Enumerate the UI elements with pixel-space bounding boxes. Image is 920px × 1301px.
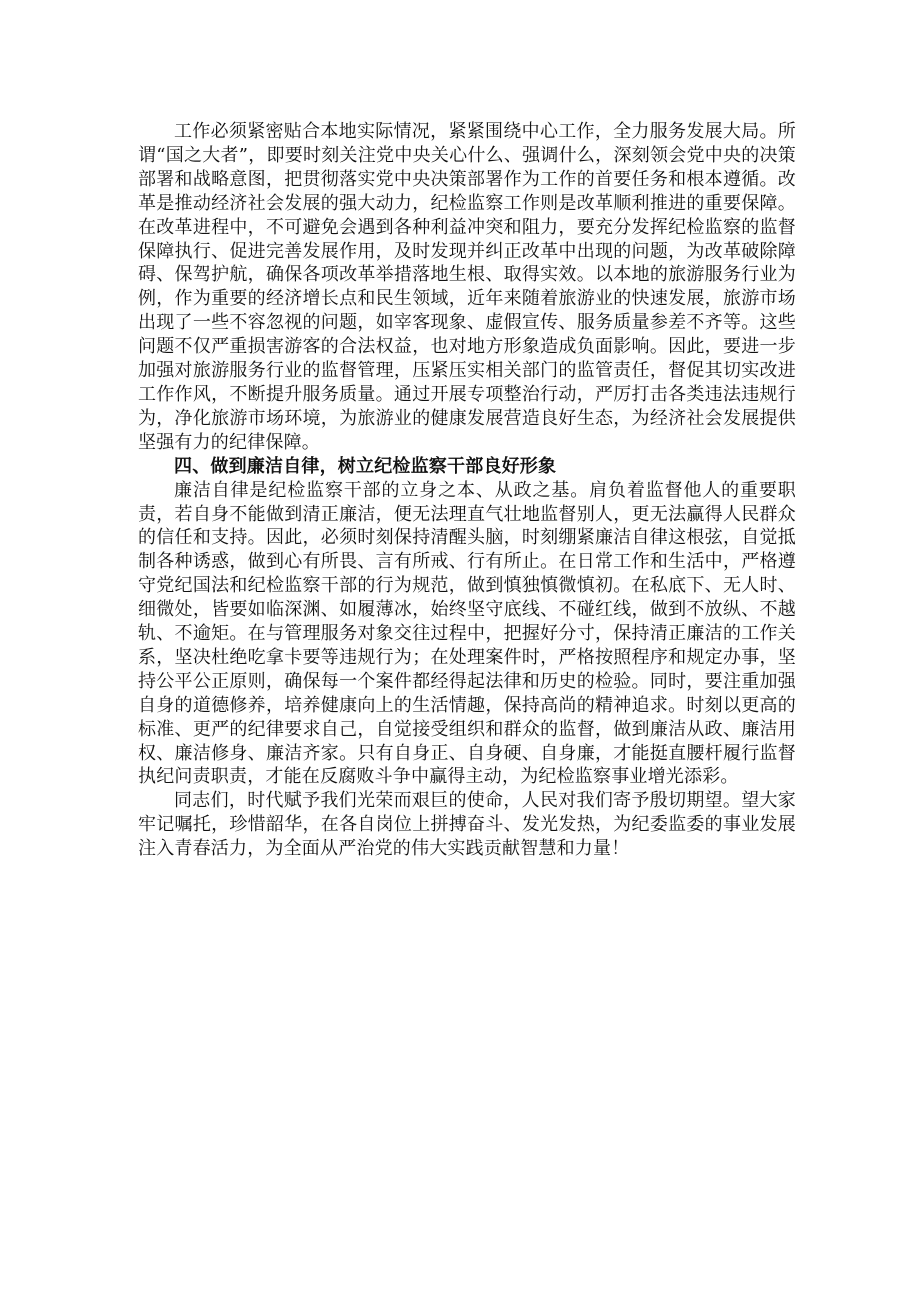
body-paragraph: 廉洁自律是纪检监察干部的立身之本、从政之基。肩负着监督他人的重要职责，若自身不能做到清正廉洁，便无法理直气壮地监督别人，更无法赢得人民群众的信任和支持。因此，必须时刻保持清醒头脑，时刻绷紧廉洁自律这根弦，自觉抵制各种诱惑，做到心有所畏、言有所戒、行有所止。在日常工作和生活中，严格遵守党纪国法和纪检监察干部的行为规范，做到慎独慎微慎初。在私底下、无人时、细微处，皆要如临深渊、如履薄冰，始终坚守底线、不碰红线，做到不放纵、不越轨、不逾矩。在与管理服务对象交往过程中，把握好分寸，保持清正廉洁的工作关系，坚决杜绝吃拿卡要等违规行为；在处理案件时，严格按照程序和规定办事，坚持公平公正原则，确保每一个案件都经得起法律和历史的检验。同时，要注重加强自身的道德修养，培养健康向上的生活情趣，保持高尚的精神追求。时刻以更高的标准、更严的纪律要求自己，自觉接受组织和群众的监督，做到廉洁从政、廉洁用权、廉洁修身、廉洁齐家。只有自身正、自身硬、自身廉，才能挺直腰杆履行监督执纪问责职责，才能在反腐败斗争中赢得主动，为纪检监察事业增光添彩。 (138, 479, 796, 788)
closing-paragraph: 同志们，时代赋予我们光荣而艰巨的使命，人民对我们寄予殷切期望。望大家牢记嘱托，珍惜韶华，在各自岗位上拼搏奋斗、发光发热，为纪委监委的事业发展注入青春活力，为全面从严治党的伟大实践贡献智慧和力量！ (138, 790, 796, 860)
document-page (138, 120, 796, 861)
section-heading: 四、做到廉洁自律，树立纪检监察干部良好形象 (174, 455, 557, 477)
body-paragraph: 工作必须紧密贴合本地实际情况，紧紧围绕中心工作，全力服务发展大局。所谓“国之大者”，即要时刻关注党中央关心什么、强调什么，深刻领会党中央的决策部署和战略意图，把贯彻落实党中央决策部署作为工作的首要任务和根本遵循。改革是推动经济社会发展的强大动力，纪检监察工作则是改革顺利推进的重要保障。在改革进程中，不可避免会遇到各种利益冲突和阻力，要充分发挥纪检监察的监督保障执行、促进完善发展作用，及时发现并纠正改革中出现的问题，为改革破除障碍、保驾护航，确保各项改革举措落地生根、取得实效。以本地的旅游服务行业为例，作为重要的经济增长点和民生领域，近年来随着旅游业的快速发展，旅游市场出现了一些不容忽视的问题，如宰客现象、虚假宣传、服务质量参差不齐等。这些问题不仅严重损害游客的合法权益，也对地方形象造成负面影响。因此，要进一步加强对旅游服务行业的监督管理，压紧压实相关部门的监管责任，督促其切实改进工作作风，不断提升服务质量。通过开展专项整治行动，严厉打击各类违法违规行为，净化旅游市场环境，为旅游业的健康发展营造良好生态，为经济社会发展提供坚强有力的纪律保障。 (138, 121, 796, 453)
